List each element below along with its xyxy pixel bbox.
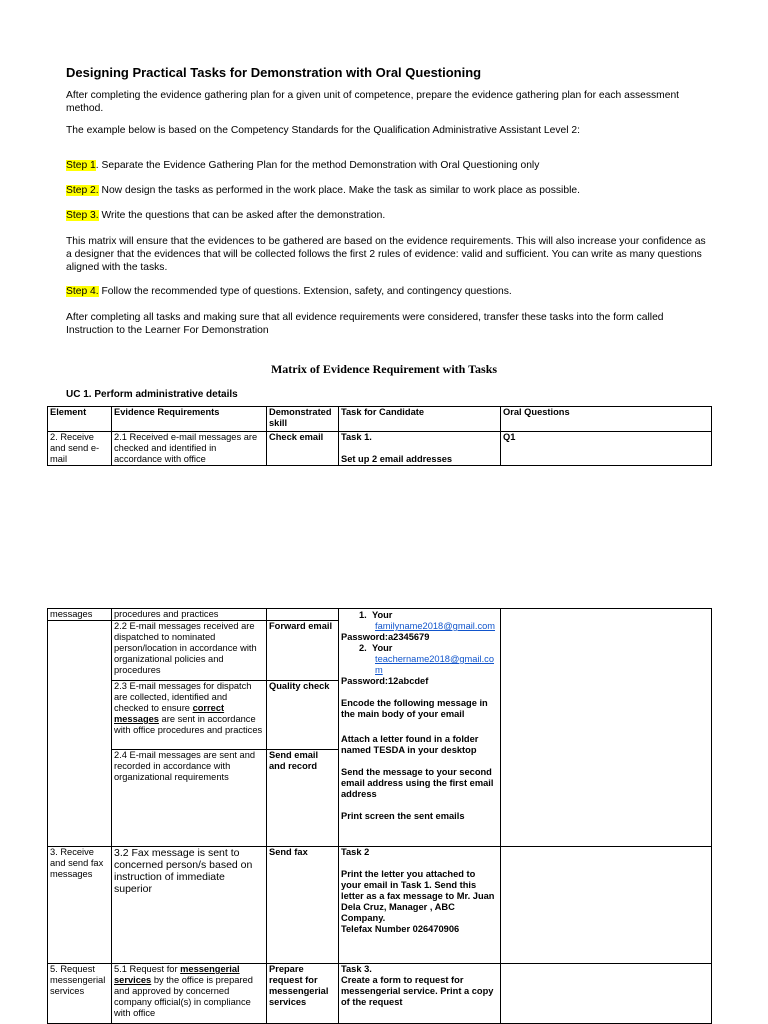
password-2: Password:12abcdef: [341, 676, 429, 686]
print-instruction: Print screen the sent emails: [341, 811, 465, 821]
matrix-table-part-1: [47, 406, 712, 466]
encode-instruction: Encode the following message in the main body of your email: [341, 698, 488, 719]
task-2-title: Task 2: [341, 847, 370, 857]
email-item-1: 1. Your: [359, 610, 393, 620]
element-cell: 3. Receive and send fax messages: [48, 847, 112, 964]
skill-cell: Forward email: [267, 621, 339, 681]
question-cell: Q1: [501, 432, 712, 466]
example-paragraph: The example below is based on the Competency Standards for the Qualification Administrative Assistant Level 2:: [66, 125, 580, 136]
evidence-cell: 2.4 E-mail messages are sent and recorded in accordance with organizational requirements: [112, 750, 267, 847]
step-2-label: Step 2.: [66, 185, 99, 196]
skill-cell: Prepare request for messengerial services: [267, 964, 339, 1024]
header-element: Element: [48, 407, 112, 432]
step-3-text: Write the questions that can be asked after the demonstration.: [98, 210, 386, 221]
email-link-1[interactable]: familyname2018@gmail.com: [375, 621, 496, 631]
header-evidence-requirements: Evidence Requirements: [112, 407, 267, 432]
header-oral-questions: Oral Questions: [501, 407, 712, 432]
intro-paragraph: After completing the evidence gathering plan for a given unit of competence, prepare the evidence gathering plan for each assessment method.: [66, 90, 680, 114]
table-row: [48, 432, 712, 466]
task-2-body: Print the letter you attached to your email in Task 1. Send this letter as a fax message to Mr. Juan Dela Cruz, Manager , ABC Company.: [341, 869, 495, 923]
email-link-2[interactable]: teachername2018@gmail.com: [375, 654, 495, 675]
skill-cell: Send fax: [267, 847, 339, 964]
step-1-label: Step 1: [66, 160, 96, 171]
table-row: [48, 847, 712, 964]
matrix-table-part-2: [47, 608, 712, 1024]
send-instruction: Send the message to your second email address using the first email address: [341, 767, 494, 799]
task-3-body: Create a form to request for messengerial service. Print a copy of the request: [341, 975, 494, 1007]
closing-paragraph: After completing all tasks and making sure that all evidence requirements were considered, transfer these tasks into the form called Instruction to the Learner For Demonstration: [66, 312, 664, 336]
evidence-cell: 2.2 E-mail messages received are dispatched to nominated person/location in accordance with organizational policies and procedures: [112, 621, 267, 681]
step-4: [66, 285, 706, 298]
task-2-cell: [339, 847, 501, 964]
skill-cell: Send email and record: [267, 750, 339, 847]
page-title: Designing Practical Tasks for Demonstration with Oral Questioning: [66, 65, 482, 80]
step-1: [66, 159, 706, 172]
skill-cell: Quality check: [267, 681, 339, 750]
step-2: [66, 184, 706, 197]
header-demonstrated-skill: Demonstrated skill: [267, 407, 339, 432]
step-3-label: Step 3.: [66, 210, 99, 221]
task-cell: [339, 432, 501, 466]
element-cell: messages: [48, 609, 112, 621]
evidence-cell: procedures and practices: [112, 609, 267, 621]
task-3-cell: [339, 964, 501, 1024]
evidence-cell: 3.2 Fax message is sent to concerned person/s based on instruction of immediate superior: [112, 847, 267, 964]
matrix-title: Matrix of Evidence Requirement with Tasks: [270, 362, 498, 376]
task-1-cell: [339, 609, 501, 847]
header-task-for-candidate: Task for Candidate: [339, 407, 501, 432]
element-cell: 5. Request messengerial services: [48, 964, 112, 1024]
task-1-title: Task 1.: [341, 432, 372, 442]
step-3: [66, 209, 706, 222]
table-row: [48, 964, 712, 1024]
step-1-text: . Separate the Evidence Gathering Plan for the method Demonstration with Oral Questioning only: [95, 160, 540, 171]
element-cell: 2. Receive and send e-mail: [48, 432, 112, 466]
unit-of-competency: UC 1. Perform administrative details: [66, 389, 238, 400]
step-4-label: Step 4.: [66, 286, 99, 297]
task-2-telefax: Telefax Number 026470906: [341, 924, 460, 934]
evidence-cell: 5.1 Request for messengerial services by the office is prepared and approved by concerned company official(s) in compliance with office: [112, 964, 267, 1024]
evidence-cell: 2.3 E-mail messages for dispatch are collected, identified and checked to ensure correct messages are sent in accordance with office procedures and practices: [112, 681, 267, 750]
step-2-text: Now design the tasks as performed in the work place. Make the task as similar to work place as possible.: [98, 185, 580, 196]
step-4-text: Follow the recommended type of questions. Extension, safety, and contingency questions.: [98, 286, 512, 297]
matrix-note-paragraph: This matrix will ensure that the evidences to be gathered are based on the evidence requirements. This will also increase your confidence as a designer that the evidences that will be collected follows the first 2 rules of evidence: valid and sufficient. You can write as many questions aligned with the tasks.: [66, 236, 706, 273]
task-1-subtitle: Set up 2 email addresses: [341, 454, 453, 464]
password-1: Password:a2345679: [341, 632, 430, 642]
skill-cell: Check email: [267, 432, 339, 466]
attach-instruction: Attach a letter found in a folder named TESDA in your desktop: [341, 734, 479, 755]
table-header-row: [48, 407, 712, 432]
evidence-cell: 2.1 Received e-mail messages are checked and identified in accordance with office: [112, 432, 267, 466]
task-3-title: Task 3.: [341, 964, 372, 974]
table-row: [48, 609, 712, 621]
email-item-2: 2. Your: [359, 643, 393, 653]
